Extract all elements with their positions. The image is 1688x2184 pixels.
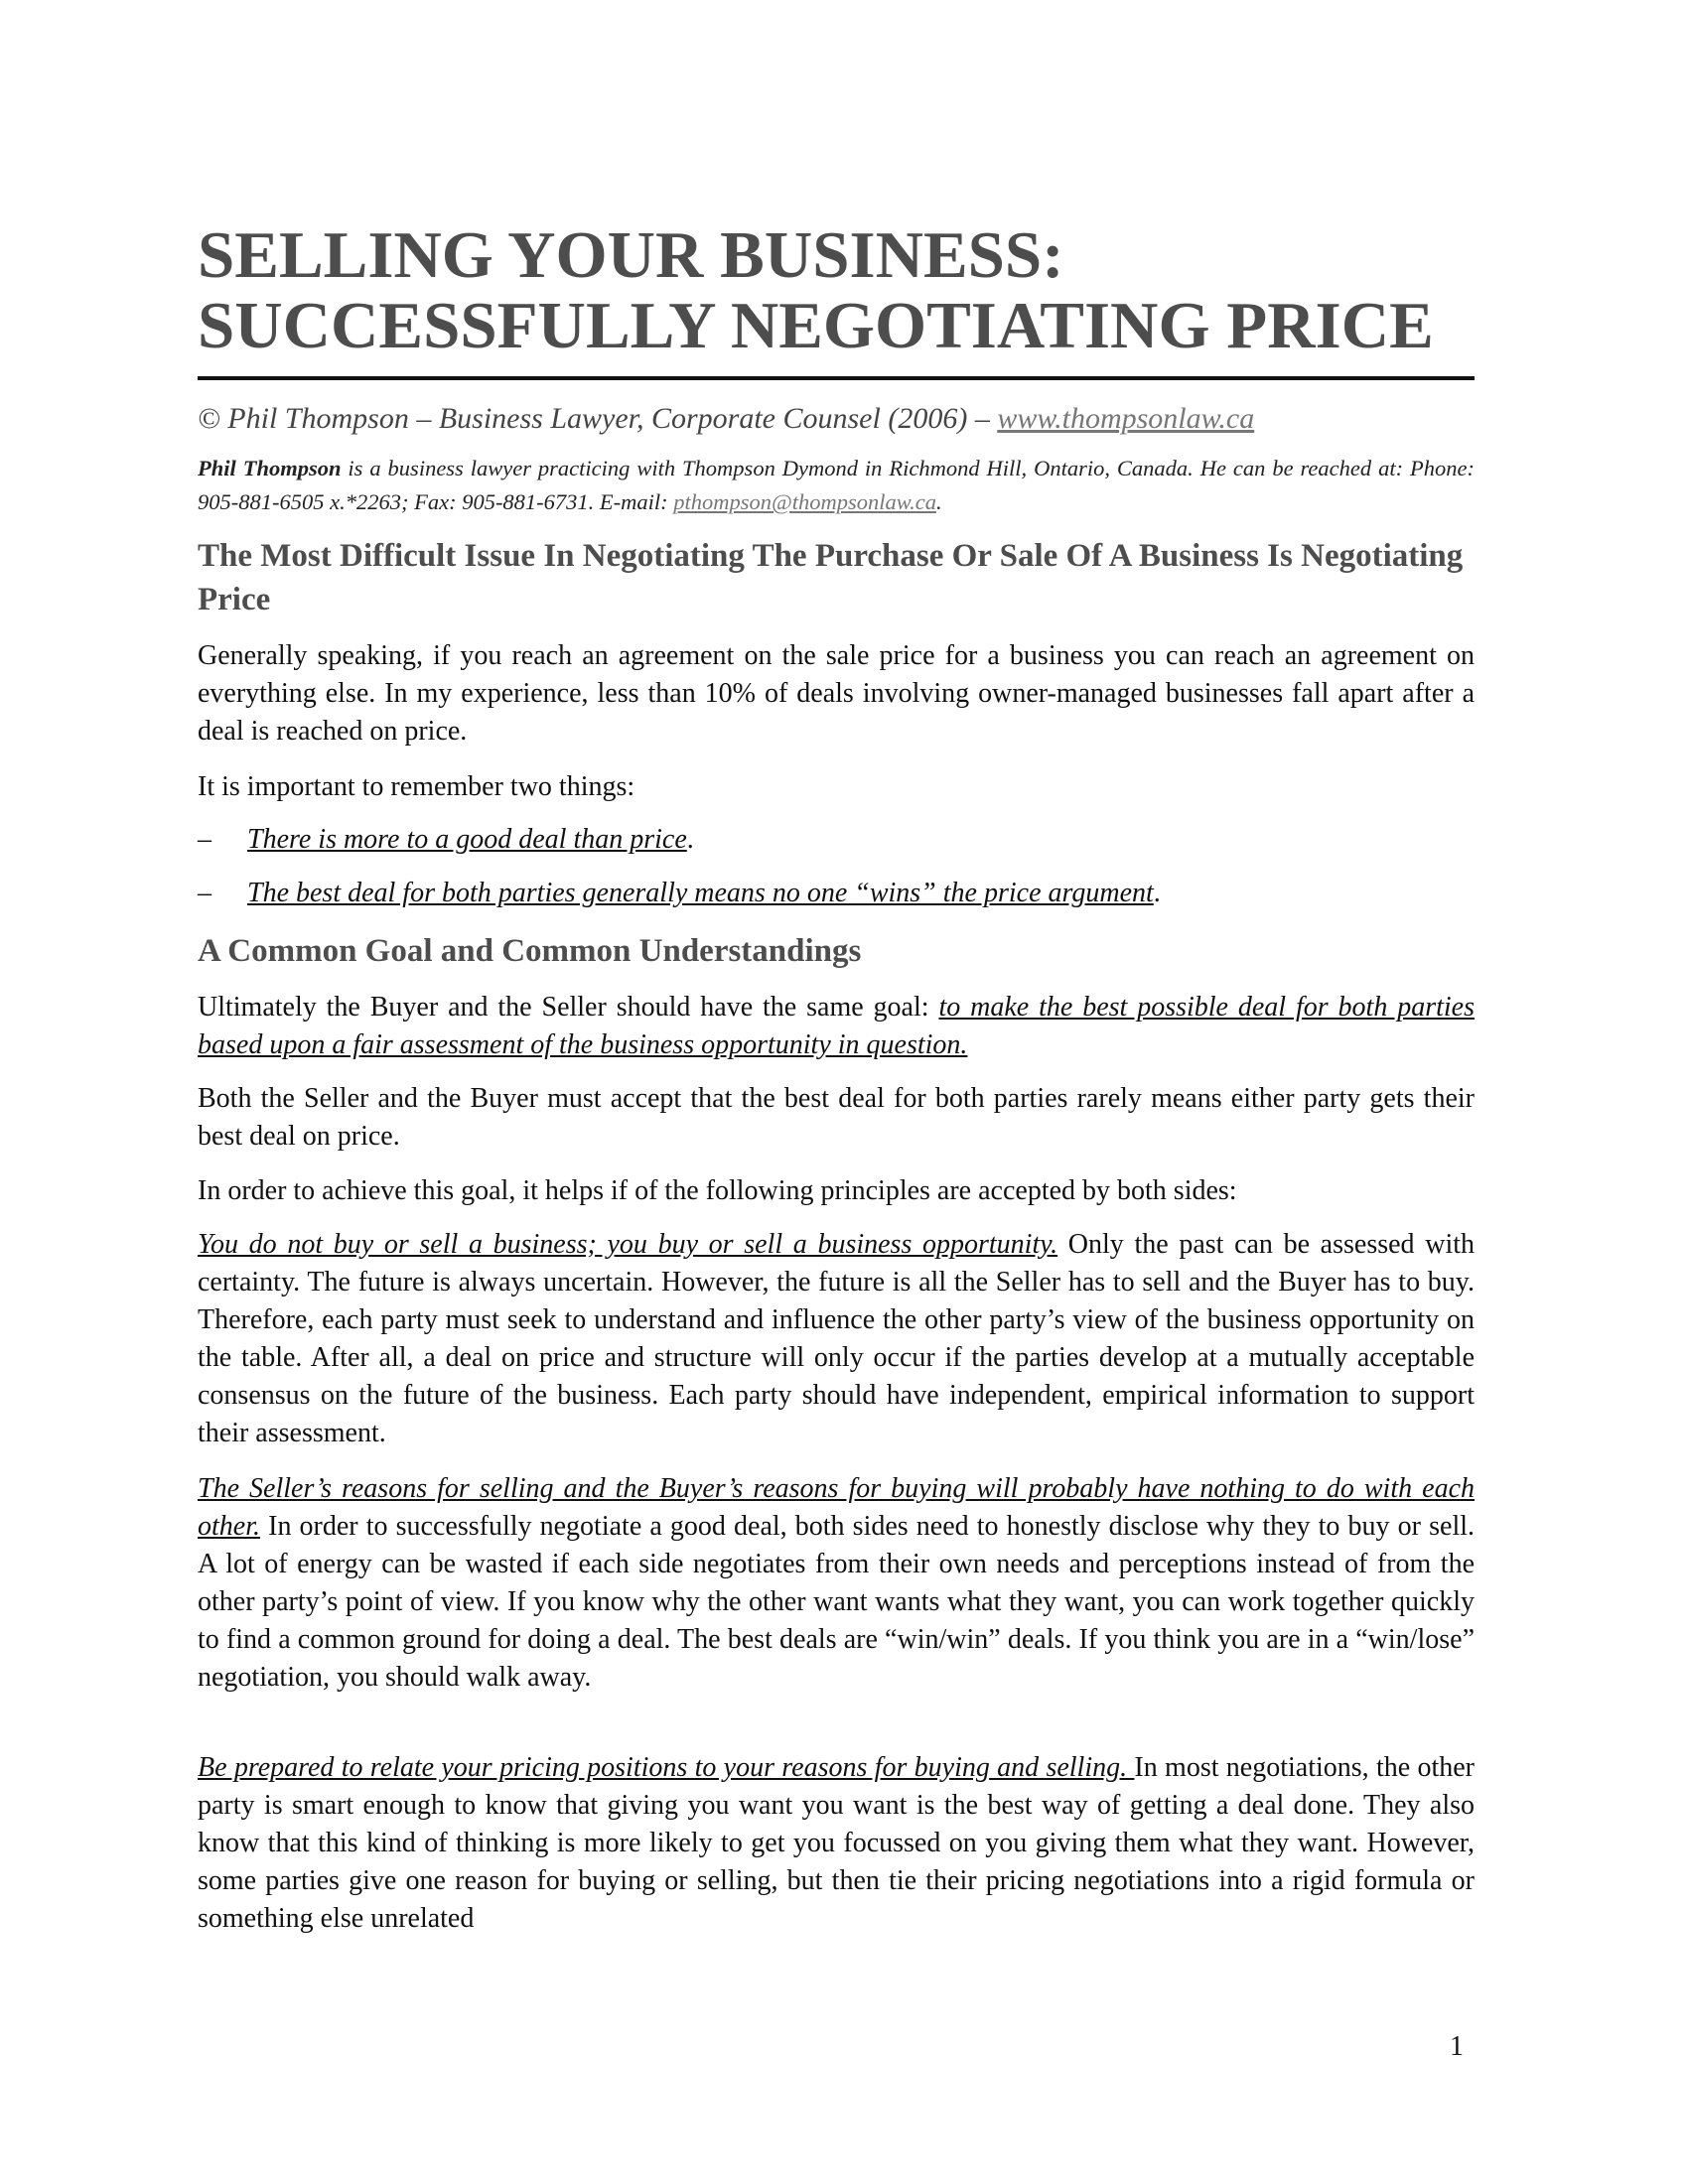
paragraph [198,1749,1475,1938]
title-divider [198,376,1475,380]
bullet-text: The best deal for both parties generally means no one “wins” the price argument [247,878,1154,908]
emphasis-text: Be prepared to relate your pricing positions to your reasons for buying and selling. [198,1752,1135,1783]
bullet-text: There is more to a good deal than price [247,824,687,855]
bullet-item [198,821,1475,859]
bio-end: . [935,489,942,514]
dash-bullet: – [198,878,211,908]
bullet-end: . [686,824,694,855]
paragraph [198,1226,1475,1452]
section-heading: The Most Difficult Issue In Negotiating The Purchase Or Sale Of A Business Is Negotiating Price [198,538,1464,617]
para-text: In most negotiations, the other party is smart enough to know that giving you want you want is the best way of getting a deal done. They also know that this kind of thinking is more likely to get you focussed on you giving them what they want. However, some parties give one reason for buying or selling, but then tie their pricing negotiations into a rigid formula or something else unrelated [198,1752,1476,1934]
para-text: In order to successfully negotiate a good deal, both sides need to honestly disclose why they to buy or sell. A lot of energy can be wasted if each side negotiates from their own needs and perceptions instead of from the other party’s point of view. If you know why the other want wants what they want, you can work together quickly to find a common ground for doing a deal. The best deals are “win/win” deals. If you think you are in a “win/lose” negotiation, you should walk away. [198,1511,1475,1693]
section-heading: A Common Goal and Common Understandings [198,933,862,969]
paragraph: Both the Seller and the Buyer must accept that the best deal for both parties rarely means either party gets their best deal on price. [198,1083,1475,1152]
bio-text: is a business lawyer practicing with Thompson Dymond in Richmond Hill, Ontario, Canada. He can be reached at: Phone: 905-881-6505 x.*2263; Fax: 905-881-6731. E-mail: [198,456,1475,514]
page-number: 1 [1450,2031,1464,2062]
title-line: SELLING YOUR BUSINESS: [198,218,1064,292]
copyright-text: © Phil Thompson – Business Lawyer, Corporate Counsel (2006) – [198,402,998,435]
emphasis-text: You do not buy or sell a business; you buy or sell a business opportunity. [198,1229,1058,1260]
bullet-item [198,875,1475,912]
author-bio [198,452,1475,519]
copyright-line [198,399,1475,439]
author-name: Phil Thompson [198,456,342,480]
website-link[interactable]: www.thompsonlaw.ca [997,402,1255,435]
paragraph [198,1470,1475,1697]
dash-bullet: – [198,824,211,855]
document-title [198,220,1475,361]
para-text: Only the past can be assessed with certainty. The future is always uncertain. However, the future is all the Seller has to sell and the Buyer has to buy. Therefore, each party must seek to understand and influence the other party’s view of the business opportunity on the table. After all, a deal on price and structure will only occur if the parties develop at a mutually acceptable consensus on the future of the business. Each party should have independent, empirical information to support their assessment. [198,1229,1475,1448]
para-text: Ultimately the Buyer and the Seller should have the same goal: [198,992,939,1023]
paragraph: Generally speaking, if you reach an agreement on the sale price for a business you can reach an agreement on everything else. In my experience, less than 10% of deals involving owner-managed businesses fall apart after a deal is reached on price. [198,640,1475,747]
paragraph: It is important to remember two things: [198,771,635,802]
paragraph [198,989,1475,1064]
emphasis-text: The Seller’s reasons for selling and the Buyer’s reasons for buying will probably have nothing to do with each other. [198,1473,1475,1542]
paragraph: In order to achieve this goal, it helps if of the following principles are accepted by both sides: [198,1175,1237,1206]
email-link[interactable]: pthompson@thompsonlaw.ca [673,489,936,514]
emphasis-text: to make the best possible deal for both parties based upon a fair assessment of the business opportunity in question. [198,992,1476,1060]
title-line: SUCCESSFULLY NEGOTIATING PRICE [198,289,1434,362]
bullet-end: . [1153,878,1161,908]
